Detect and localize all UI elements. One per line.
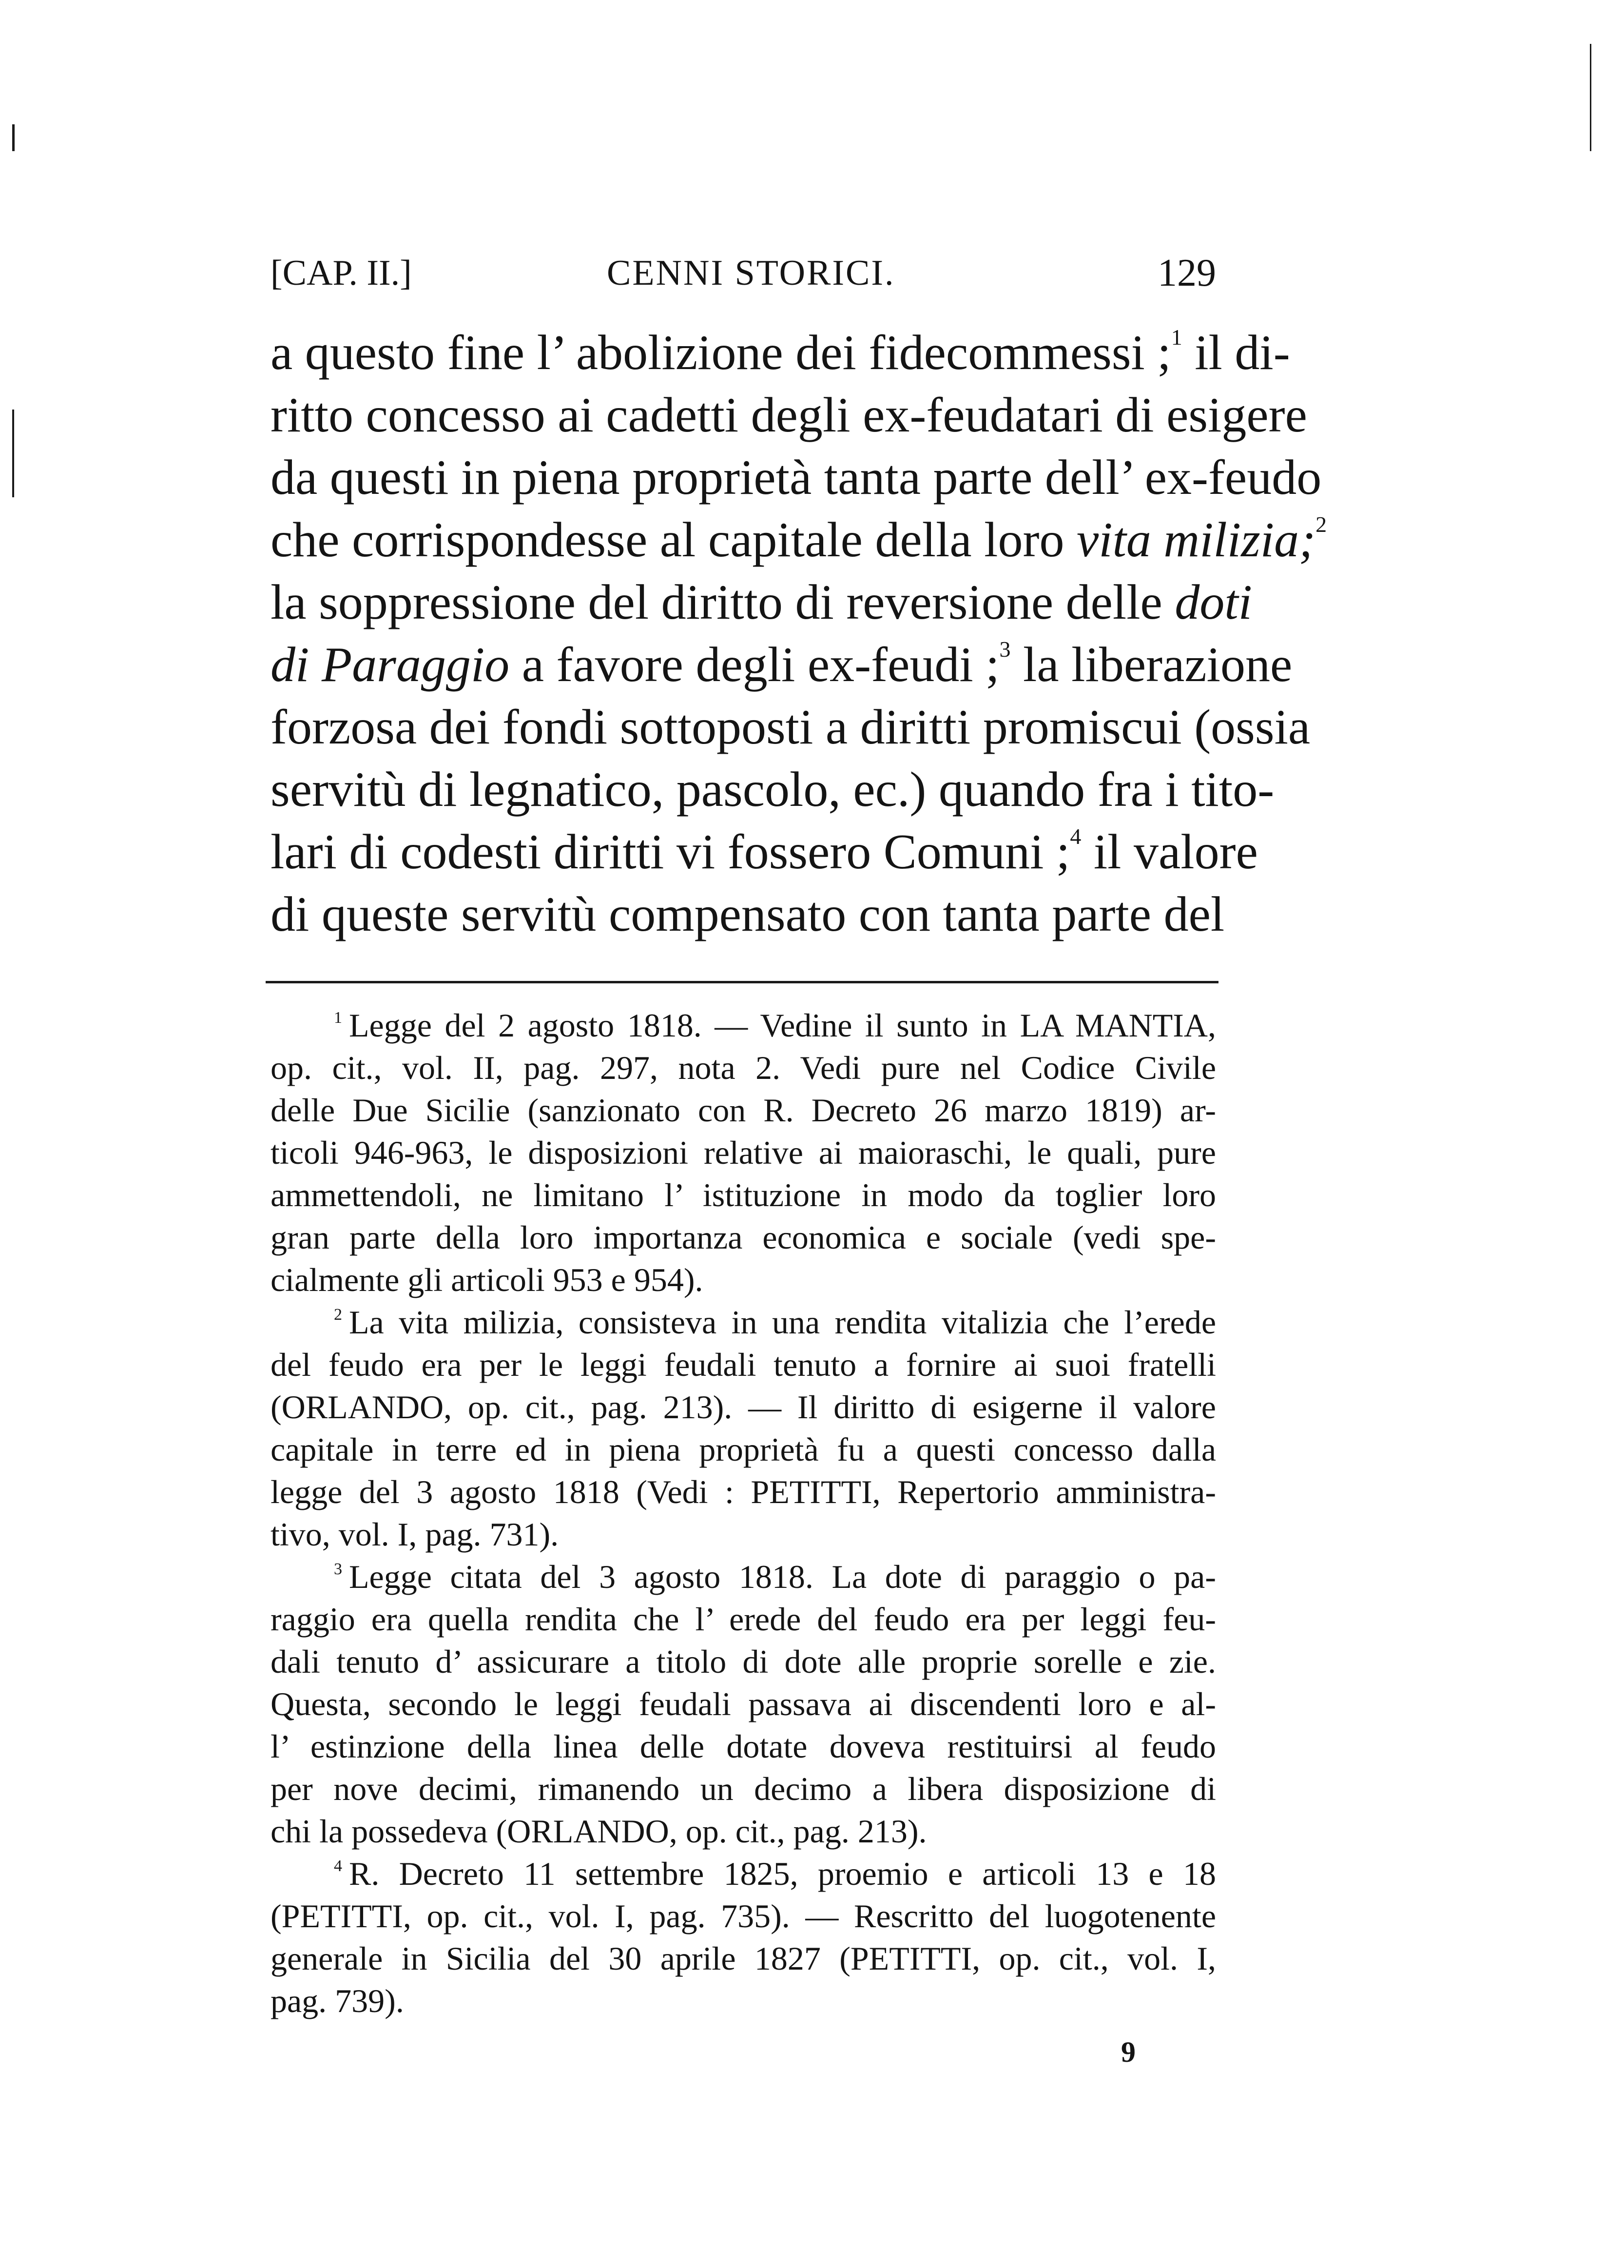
footnote-line: delle Due Sicilie (sanzionato con R. Decreto 26 marzo 1819) ar-	[271, 1092, 1216, 1129]
footnote-line: chi la possedeva (ORLANDO, op. cit., pag. 213).	[271, 1813, 927, 1850]
text-line: servitù di legnatico, pascolo, ec.) quando fra i tito-	[271, 762, 1275, 817]
footnote-ref: 3	[999, 637, 1011, 662]
footnote-line: capitale in terre ed in piena proprietà fu a questi concesso dalla	[271, 1431, 1216, 1468]
text-line: lari di codesti diritti vi fossero Comuni ;$^4$ il valore	[271, 824, 1258, 880]
scan-edge-mark	[12, 410, 14, 497]
main-text	[271, 322, 1327, 946]
text-line: da questi in piena proprietà tanta parte dell’ ex-feudo	[271, 450, 1322, 505]
footnote-line: $^1$ Legge del 2 agosto 1818. — Vedine il sunto in LA MANTIA,	[334, 1007, 1216, 1044]
footnote-4	[271, 1853, 1216, 2022]
running-title: CENNI STORICI.	[607, 253, 895, 293]
footnote-line: pag. 739).	[271, 1982, 404, 2019]
footnote-line: ammettendoli, ne limitano l’ istituzione in modo da toglier loro	[271, 1176, 1216, 1213]
footnote-line: del feudo era per le leggi feudali tenuto a fornire ai suoi fratelli	[271, 1346, 1216, 1383]
footnote-ref: 1	[1171, 325, 1182, 350]
footnote-marker: 1	[334, 1009, 342, 1027]
footnote-line: tivo, vol. I, pag. 731).	[271, 1516, 559, 1553]
running-header	[271, 246, 1216, 305]
footnote-line: generale in Sicilia del 30 aprile 1827 (PETITTI, op. cit., vol. I,	[271, 1940, 1216, 1977]
signature-mark: 9	[1121, 2036, 1136, 2068]
footnote-line: Questa, secondo le leggi feudali passava ai discendenti loro e al-	[271, 1685, 1216, 1722]
footnote-line: dali tenuto d’ assicurare a titolo di dote alle proprie sorelle e zie.	[271, 1643, 1216, 1680]
text-line: a questo fine l’ abolizione dei fidecommessi ;$^1$ il di-	[271, 325, 1290, 380]
footnote-3	[271, 1556, 1216, 1853]
footnote-marker: 2	[334, 1306, 342, 1324]
text-line: che corrispondesse al capitale della loro vita milizia;$^2$	[271, 512, 1327, 567]
footnote-line: $^3$ Legge citata del 3 agosto 1818. La dote di paraggio o pa-	[334, 1558, 1216, 1595]
chapter-label: [CAP. II.]	[271, 253, 412, 293]
footnote-2	[271, 1301, 1216, 1556]
footnote-ref: 2	[1315, 512, 1327, 537]
footnote-1	[271, 1004, 1216, 1301]
footnote-line: raggio era quella rendita che l’ erede del feudo era per leggi feu-	[271, 1601, 1216, 1638]
footnote-line: (PETITTI, op. cit., vol. I, pag. 735). — Rescritto del luogotenente	[271, 1897, 1216, 1935]
footnotes	[271, 1004, 1216, 2022]
text-line: di Paraggio a favore degli ex-feudi ;$^3$ la liberazione	[271, 637, 1293, 692]
scan-edge-mark	[1590, 44, 1591, 151]
footnote-line: per nove decimi, rimanendo un decimo a libera disposizione di	[271, 1770, 1216, 1807]
footnote-line: ticoli 946-963, le disposizioni relative ai maioraschi, le quali, pure	[271, 1134, 1216, 1171]
footnote-ref: 4	[1070, 824, 1082, 849]
footnote-marker: 4	[334, 1857, 342, 1875]
text-line: la soppressione del diritto di reversione delle doti	[271, 575, 1253, 630]
page-number: 129	[1158, 252, 1216, 294]
footnote-line: cialmente gli articoli 953 e 954).	[271, 1261, 703, 1298]
text-line: ritto concesso ai cadetti degli ex-feudatari di esigere	[271, 388, 1307, 443]
footnote-line: $^4$ R. Decreto 11 settembre 1825, proemio e articoli 13 e 18	[334, 1855, 1216, 1892]
footnote-line: op. cit., vol. II, pag. 297, nota 2. Vedi pure nel Codice Civile	[271, 1049, 1216, 1086]
footnote-line: (ORLANDO, op. cit., pag. 213). — Il diritto di esigerne il valore	[271, 1388, 1216, 1426]
footnote-line: $^2$ La vita milizia, consisteva in una rendita vitalizia che l’erede	[334, 1304, 1216, 1341]
footnote-marker: 3	[334, 1560, 342, 1578]
text-line: forzosa dei fondi sottoposti a diritti promiscui (ossia	[271, 700, 1311, 755]
scan-edge-mark	[12, 124, 15, 151]
text-line: di queste servitù compensato con tanta parte del	[271, 887, 1225, 942]
footnote-line: l’ estinzione della linea delle dotate doveva restituirsi al feudo	[271, 1728, 1216, 1765]
footnote-line: legge del 3 agosto 1818 (Vedi : PETITTI, Repertorio amministra-	[271, 1473, 1216, 1510]
footnote-rule	[266, 981, 1218, 983]
footnote-line: gran parte della loro importanza economica e sociale (vedi spe-	[271, 1219, 1216, 1256]
